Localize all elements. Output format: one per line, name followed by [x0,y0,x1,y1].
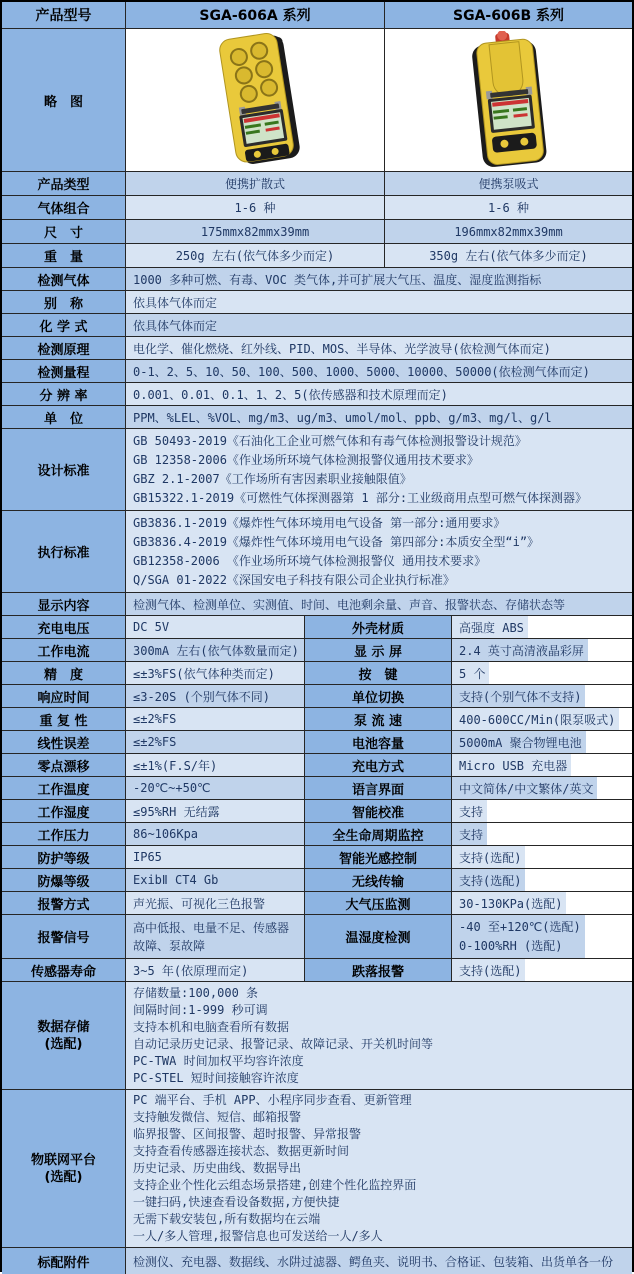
working-humidity-value: ≤95%RH 无结露 [126,800,305,822]
row-exec-standard [2,511,632,593]
row-label: 外壳材质 [305,616,452,638]
row-product-type [2,172,632,196]
alias-value: 依具体气体而定 [126,291,632,313]
data-storage-line: PC-STEL 短时间接触容许浓度 [133,1070,299,1085]
row-label: 重 量 [2,244,126,267]
working-pressure-value: 86~106Kpa [126,823,305,845]
sga-606a-product-image [126,29,385,171]
row-label: 气体组合 [2,196,126,219]
standard-line: GB3836.4-2019《爆炸性气体环境用电气设备 第四部分:本质安全型“i”》 [133,534,540,549]
accessories-value: 检测仪、充电器、数据线、水阱过滤器、鳄鱼夹、说明书、合格证、包装箱、出货单各一份 [126,1248,632,1274]
sga-606b-product-image [385,29,632,171]
principle-value: 电化学、催化燃烧、红外线、PID、MOS、半导体、光学波导(依检测气体而定) [126,337,632,359]
row-label: 传感器寿命 [2,959,126,981]
row-label: 防爆等级 [2,869,126,891]
standard-line: GBZ 2.1-2007《工作场所有害因素职业接触限值》 [133,471,412,486]
dimensions-b: 196mmx82mmx39mm [385,220,632,243]
row-working-current [2,639,632,662]
product-type-b: 便携泵吸式 [385,172,632,195]
weight-b: 350g 左右(依气体多少而定) [385,244,632,267]
row-explosion-proof [2,869,632,892]
iot-line: 支持触发微信、短信、邮箱报警 [133,1110,302,1124]
row-label: 工作湿度 [2,800,126,822]
row-weight [2,244,632,268]
row-label: 工作压力 [2,823,126,845]
response-time-value: ≤3-20S (个别气体不同) [126,685,305,707]
row-label: 充电方式 [305,754,452,776]
lifecycle-monitor-value: 支持 [452,823,487,845]
temp-humidity-detect-value [452,915,585,958]
light-sensor-control-value: 支持(选配) [452,846,525,868]
row-label: 零点漂移 [2,754,126,776]
row-label: 执行标准 [2,511,126,592]
units-value: PPM、%LEL、%VOL、mg/m3、ug/m3、umol/mol、ppb、g/m3、mg/l、g/l [126,406,632,428]
row-iot-platform [2,1090,632,1248]
row-label [2,982,126,1089]
design-standard-value [126,429,632,510]
row-label: 全生命周期监控 [305,823,452,845]
table-header-row [2,2,632,29]
language-ui-value: 中文简体/中文繁体/英文 [452,777,597,799]
row-label: 跌落报警 [305,959,452,981]
row-label: 显 示 屏 [305,639,452,661]
row-units [2,406,632,429]
row-repeatability [2,708,632,731]
standard-line: GB12358-2006 《作业场所环境气体检测报警仪 通用技术要求》 [133,553,487,568]
dimensions-a: 175mmx82mmx39mm [126,220,385,243]
data-storage-line: 自动记录历史记录、报警记录、故障记录、开关机时间等 [133,1036,434,1051]
row-working-temp [2,777,632,800]
wireless-transmission-value: 支持(选配) [452,869,525,891]
display-content-value: 检测气体、检测单位、实测值、时间、电池剩余量、声音、报警状态、存储状态等 [126,593,632,615]
row-zero-drift [2,754,632,777]
weight-a: 250g 左右(依气体多少而定) [126,244,385,267]
row-label: 标配附件 [2,1248,126,1274]
row-label: 泵 流 速 [305,708,452,730]
row-accuracy [2,662,632,685]
charging-method-value: Micro USB 充电器 [452,754,571,776]
charge-voltage-value: DC 5V [126,616,305,638]
buttons-value: 5 个 [452,662,489,684]
data-storage-value [126,982,632,1089]
header-product-model: 产品型号 [2,2,126,28]
row-gas-combo [2,196,632,220]
chem-formula-value: 依具体气体而定 [126,314,632,336]
row-label: 设计标准 [2,429,126,510]
working-current-value: 300mA 左右(依气体数量而定) [126,639,305,661]
row-label-line: (选配) [44,1169,83,1185]
row-alias [2,291,632,314]
row-working-humidity [2,800,632,823]
accuracy-value: ≤±3%FS(依气体种类而定) [126,662,305,684]
row-protection-rating [2,846,632,869]
row-label: 产品类型 [2,172,126,195]
row-label: 显示内容 [2,593,126,615]
header-series-a: SGA-606A 系列 [126,2,385,28]
working-temp-value: -20℃~+50℃ [126,777,305,799]
row-display-content [2,593,632,616]
row-label: 检测气体 [2,268,126,290]
row-response-time [2,685,632,708]
row-accessories [2,1248,632,1274]
battery-capacity-value: 5000mA 聚合物锂电池 [452,731,586,753]
row-dimensions [2,220,632,244]
temp-humidity-line: 0-100%RH (选配) [459,938,563,953]
row-chem-formula [2,314,632,337]
row-alarm-mode [2,892,632,915]
iot-line: 无需下载安装包,所有数据均在云端 [133,1212,321,1226]
display-screen-value: 2.4 英寸高清液晶彩屏 [452,639,588,661]
row-label: 单 位 [2,406,126,428]
iot-line: 支持企业个性化云组态场景搭建,创建个性化监控界面 [133,1178,417,1192]
row-label: 检测原理 [2,337,126,359]
row-label: 按 键 [305,662,452,684]
row-label: 防护等级 [2,846,126,868]
row-label-line: 物联网平台 [30,1152,96,1168]
repeatability-value: ≤±2%FS [126,708,305,730]
row-label: 工作电流 [2,639,126,661]
row-label: 精 度 [2,662,126,684]
row-label: 重 复 性 [2,708,126,730]
iot-line: 临界报警、区间报警、超时报警、异常报警 [133,1127,362,1141]
temp-humidity-line: -40 至+120℃(选配) [459,919,581,934]
row-label: 分 辨 率 [2,383,126,405]
iot-line: 支持查看传感器连接状态、数据更新时间 [133,1144,350,1158]
header-series-b: SGA-606B 系列 [385,2,632,28]
unit-switch-value: 支持(个别气体不支持) [452,685,585,707]
data-storage-line: 支持本机和电脑查看所有数据 [133,1019,290,1034]
row-label: 工作温度 [2,777,126,799]
row-principle [2,337,632,360]
row-resolution [2,383,632,406]
drop-alarm-value: 支持(选配) [452,959,525,981]
row-label: 化 学 式 [2,314,126,336]
row-data-storage [2,982,632,1090]
pressure-monitor-value: 30-130KPa(选配) [452,892,566,914]
row-label: 线性误差 [2,731,126,753]
exec-standard-value [126,511,632,592]
shell-material-value: 高强度 ABS [452,616,528,638]
row-label: 别 称 [2,291,126,313]
iot-line: 历史记录、历史曲线、数据导出 [133,1161,302,1175]
data-storage-line: PC-TWA 时间加权平均容许浓度 [133,1053,304,1068]
row-range [2,360,632,383]
protection-rating-value: IP65 [126,846,305,868]
alarm-signal-value: 高中低报、电量不足、传感器故障、泵故障 [126,915,305,958]
pump-flow-value: 400-600CC/Min(限泵吸式) [452,708,619,730]
data-storage-line: 存储数量:100,000 条 [133,985,259,1000]
row-label: 智能校准 [305,800,452,822]
iot-platform-value [126,1090,632,1247]
explosion-proof-value: ExibⅡ CT4 Gb [126,869,305,891]
data-storage-line: 间隔时间:1-999 秒可调 [133,1002,268,1017]
alarm-mode-value: 声光振、可视化三色报警 [126,892,305,914]
row-label: 报警信号 [2,915,126,958]
row-label [2,1090,126,1247]
standard-line: GB15322.1-2019《可燃性气体探测器第 1 部分:工业级商用点型可燃气体探测器》 [133,490,588,505]
row-charge-voltage [2,616,632,639]
sketch-label: 略 图 [2,29,126,171]
row-linearity-error [2,731,632,754]
gas-combo-a: 1-6 种 [126,196,385,219]
row-label: 响应时间 [2,685,126,707]
sketch-row [2,29,632,172]
standard-line: GB 12358-2006《作业场所环境气体检测报警仪通用技术要求》 [133,452,479,467]
range-value: 0-1、2、5、10、50、100、500、1000、5000、10000、50000(依检测气体而定) [126,360,632,382]
row-design-standard [2,429,632,511]
standard-line: GB 50493-2019《石油化工企业可燃气体和有毒气体检测报警设计规范》 [133,433,527,448]
smart-calibration-value: 支持 [452,800,487,822]
row-label: 语言界面 [305,777,452,799]
row-label: 单位切换 [305,685,452,707]
row-label: 报警方式 [2,892,126,914]
standard-line: Q/SGA 01-2022《深国安电子科技有限公司企业执行标准》 [133,572,455,587]
row-label: 检测量程 [2,360,126,382]
row-label: 尺 寸 [2,220,126,243]
row-label: 智能光感控制 [305,846,452,868]
row-alarm-signal [2,915,632,959]
gas-combo-b: 1-6 种 [385,196,632,219]
row-label: 大气压监测 [305,892,452,914]
row-label: 电池容量 [305,731,452,753]
row-label-line: 数据存储 [37,1019,90,1035]
iot-line: 一键扫码,快速查看设备数据,方便快捷 [133,1195,340,1209]
sensor-life-value: 3~5 年(依原理而定) [126,959,305,981]
row-detect-gas [2,268,632,291]
row-label: 温湿度检测 [305,915,452,958]
linearity-error-value: ≤±2%FS [126,731,305,753]
resolution-value: 0.001、0.01、0.1、1、2、5(依传感器和技术原理而定) [126,383,632,405]
row-label: 充电电压 [2,616,126,638]
zero-drift-value: ≤±1%(F.S/年) [126,754,305,776]
row-working-pressure [2,823,632,846]
row-label-line: (选配) [44,1036,83,1052]
iot-line: 一人/多人管理,报警信息也可发送给一人/多人 [133,1229,383,1243]
detect-gas-value: 1000 多种可燃、有毒、VOC 类气体,并可扩展大气压、温度、湿度监测指标 [126,268,632,290]
row-sensor-life [2,959,632,982]
iot-line: PC 端平台、手机 APP、小程序同步查看、更新管理 [133,1093,412,1107]
row-label: 无线传输 [305,869,452,891]
standard-line: GB3836.1-2019《爆炸性气体环境用电气设备 第一部分:通用要求》 [133,515,506,530]
product-type-a: 便携扩散式 [126,172,385,195]
